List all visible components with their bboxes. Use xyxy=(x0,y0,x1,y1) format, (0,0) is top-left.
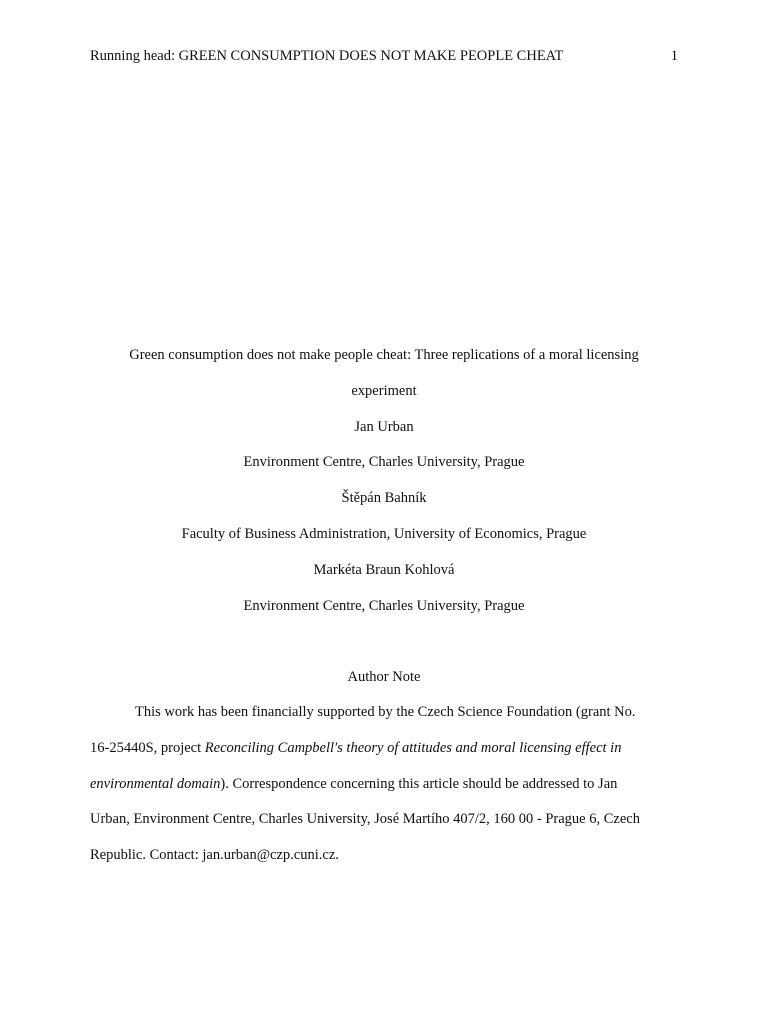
author-note-line-1: This work has been financially supported by the Czech Science Foundation (grant No. xyxy=(135,704,636,720)
title-block xyxy=(90,338,678,624)
author-affiliation-3: Environment Centre, Charles University, Prague xyxy=(243,597,525,614)
author-note-body xyxy=(90,695,680,874)
project-title-part-2: environmental domain xyxy=(90,775,221,792)
author-note-line-2 xyxy=(90,731,680,767)
project-title-part-1: Reconciling Campbell's theory of attitudes and moral licensing effect in xyxy=(204,739,622,756)
author-note-line-4: Urban, Environment Centre, Charles University, José Martího 407/2, 160 00 - Prague 6, Czech xyxy=(90,811,640,828)
author-name-2: Štěpán Bahník xyxy=(341,490,427,507)
running-head xyxy=(90,46,678,66)
author-note-line-2-text: 16-25440S, project xyxy=(90,739,205,756)
paper-title-line-1: Green consumption does not make people cheat: Three replications of a moral licensing xyxy=(129,347,639,363)
page-number: 1 xyxy=(670,48,678,64)
author-name-3: Markéta Braun Kohlová xyxy=(313,561,455,578)
author-affiliation-1: Environment Centre, Charles University, Prague xyxy=(243,454,525,471)
author-note-line-3-text: ). Correspondence concerning this article should be addressed to Jan xyxy=(220,775,618,792)
author-note-line-5: Republic. Contact: jan.urban@czp.cuni.cz. xyxy=(90,847,339,864)
author-name-1: Jan Urban xyxy=(354,418,414,435)
author-note-line-3 xyxy=(90,767,680,803)
author-note-heading: Author Note xyxy=(347,669,421,685)
running-head-text: Running head: GREEN CONSUMPTION DOES NOT MAKE PEOPLE CHEAT xyxy=(90,48,564,64)
paper-title-line-2: experiment xyxy=(351,382,417,399)
author-affiliation-2: Faculty of Business Administration, University of Economics, Prague xyxy=(181,525,587,542)
